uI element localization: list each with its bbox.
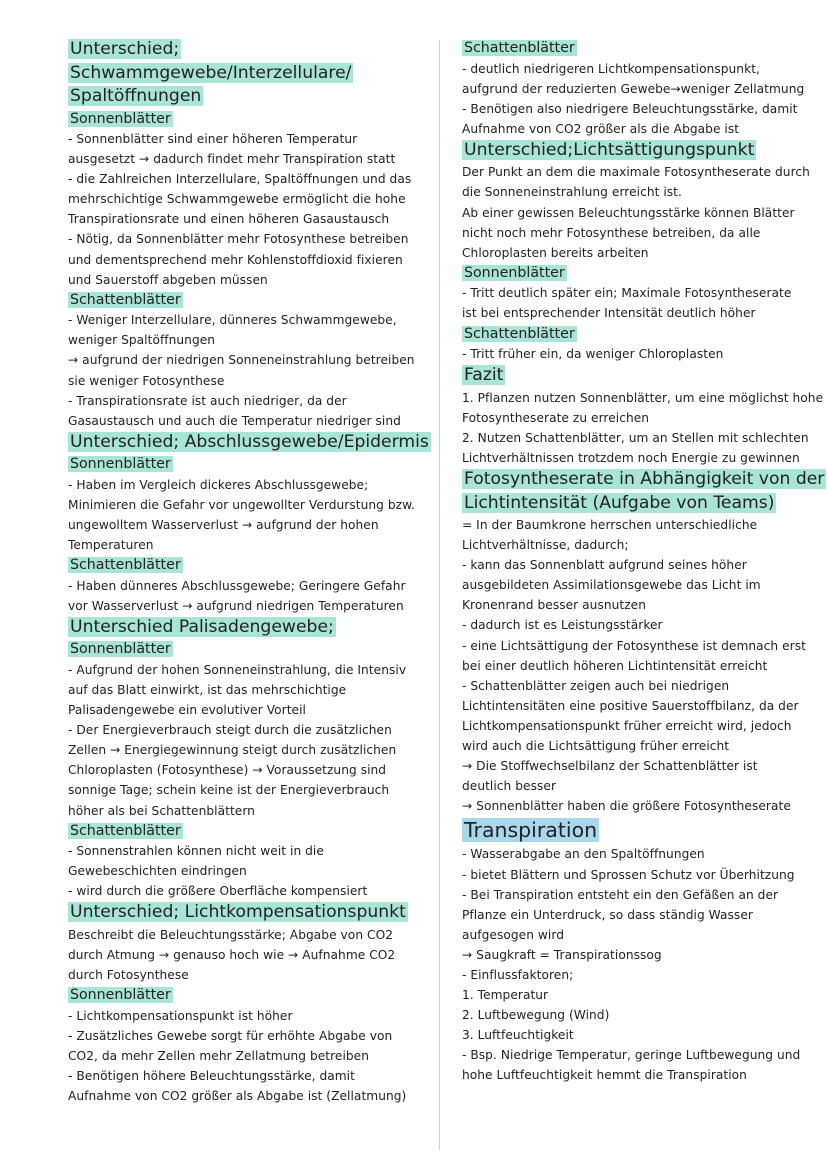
text-line: - wird durch die größere Oberfläche kompensiert [68, 884, 368, 899]
section-heading [68, 901, 416, 925]
text-line: → Die Stoffwechselbilanz der Schattenblätter ist [462, 759, 758, 774]
text-line: Der Punkt an dem die maximale Fotosyntheserate durch [462, 165, 810, 180]
subheading-sonnenblätter: Sonnenblätter [70, 456, 171, 473]
text-line: - Sonnenblätter sind einer höheren Temperatur [68, 132, 358, 146]
text-line: - Haben dünneres Abschlussgewebe; Geringere Gefahr [68, 578, 406, 593]
text-line: - Zusätzliches Gewebe sorgt für erhöhte Abgabe von [68, 1028, 393, 1043]
text-line: - die Zahlreichen Interzellulare, Spaltöffnungen und das [68, 172, 412, 187]
text-block [68, 1006, 416, 1106]
text-line: deutlich besser [462, 779, 557, 794]
text-line: mehrschichtige Schwammgewebe ermöglicht die hohe [68, 192, 406, 207]
text-line: Chloroplasten bereits arbeiten [462, 245, 649, 260]
text-line: - Tritt früher ein, da weniger Chloroplasten [462, 347, 724, 362]
subheading-schattenblätter: Schattenblätter [70, 291, 181, 308]
section-heading-line: Transpiration [464, 818, 598, 843]
text-block [68, 925, 416, 985]
text-line: durch Fotosynthese [68, 968, 189, 983]
section-heading-line: Unterschied; [70, 39, 180, 59]
text-block [68, 576, 416, 616]
text-line: Lichtkompensationspunkt früher erreicht wird, jedoch [462, 718, 792, 733]
text-block [462, 283, 812, 323]
text-line: Gasaustausch und auch die Temperatur niedriger sind [68, 413, 401, 428]
text-line: = In der Baumkrone herrschen unterschiedliche [462, 518, 758, 532]
text-line: die Sonneneinstrahlung erreicht ist. [462, 185, 682, 200]
text-line: Kronenrand besser ausnutzen [462, 598, 647, 613]
text-line: Beschreibt die Beleuchtungsstärke; Abgabe von CO2 [68, 927, 394, 942]
text-line: Transpirationsrate und einen höheren Gasaustausch [68, 212, 390, 227]
text-line: - Nötig, da Sonnenblätter mehr Fotosynthese betreiben [68, 232, 409, 247]
text-line: Temperaturen [68, 538, 154, 553]
text-block [68, 841, 416, 901]
text-line: Aufnahme von CO2 größer als die Abgabe ist [462, 121, 740, 136]
text-line: hohe Luftfeuchtigkeit hemmt die Transpiration [462, 1068, 747, 1083]
text-line: - bietet Blättern und Sprossen Schutz vor Überhitzung [462, 867, 795, 882]
text-line: - Schattenblätter zeigen auch bei niedrigen [462, 678, 730, 693]
left-column [68, 38, 429, 1106]
text-line: - Bsp. Niedrige Temperatur, geringe Luftbewegung und [462, 1048, 801, 1063]
text-line: höher als bei Schattenblättern [68, 803, 255, 818]
subheading-sonnenblätter: Sonnenblätter [70, 641, 171, 658]
subheading-schattenblätter: Schattenblätter [464, 40, 575, 56]
section-heading-line: Fazit [464, 365, 504, 386]
text-line: - eine Lichtsättigung der Fotosynthese ist demnach erst [462, 638, 806, 653]
text-line: - Wasserabgabe an den Spaltöffnungen [462, 847, 705, 862]
text-line: - dadurch ist es Leistungsstärker [462, 618, 663, 633]
text-line: - Transpirationsrate ist auch niedriger, da der [68, 393, 347, 408]
text-line: Fotosyntheserate zu erreichen [462, 410, 650, 425]
text-line: und dementsprechend mehr Kohlenstoffdioxid fixieren [68, 252, 403, 267]
section-heading-line: Unterschied; Abschlussgewebe/Epidermis [70, 431, 429, 452]
section-heading-line: Lichtintensität (Aufgabe von Teams) [464, 492, 775, 513]
section-heading [462, 468, 825, 515]
text-line: aufgrund der reduzierten Gewebe→weniger Zellatmung [462, 81, 805, 96]
text-line: auf das Blatt einwirkt, ist das mehrschichtige [68, 682, 347, 697]
text-line: 1. Temperatur [462, 988, 549, 1003]
subheading-schattenblätter: Schattenblätter [464, 325, 575, 342]
text-line: vor Wasserverlust → aufgrund niedrigen Temperaturen [68, 598, 404, 613]
text-line: und Sauerstoff abgeben müssen [68, 272, 268, 287]
section-heading-line: Unterschied; Lichtkompensationspunkt [70, 902, 406, 923]
text-block [462, 344, 812, 364]
text-line: - Aufgrund der hohen Sonneneinstrahlung, die Intensiv [68, 662, 407, 677]
text-block [68, 660, 416, 821]
text-block [462, 844, 812, 1085]
text-line: wird auch die Lichtsättigung früher erreicht [462, 739, 730, 754]
text-line: - Sonnenstrahlen können nicht weit in die [68, 844, 324, 859]
text-line: ausgebildeten Assimilationsgewebe das Licht im [462, 578, 761, 593]
text-line: Pflanze ein Unterdruck, so dass ständig Wasser [462, 907, 753, 922]
text-line: 2. Luftbewegung (Wind) [462, 1008, 610, 1023]
section-heading [462, 364, 812, 388]
section-heading [68, 616, 416, 640]
text-block [462, 59, 812, 139]
text-line: - Lichtkompensationspunkt ist höher [68, 1008, 293, 1023]
text-line: ist bei entsprechender Intensität deutlich höher [462, 306, 756, 321]
text-line: 3. Luftfeuchtigkeit [462, 1028, 574, 1043]
column-divider [439, 40, 440, 1150]
text-line: - Tritt deutlich später ein; Maximale Fotosyntheserate [462, 286, 792, 301]
section-heading-line: Spaltöffnungen [70, 86, 202, 106]
text-line: - Bei Transpiration entsteht ein den Gefäßen an der [462, 887, 779, 902]
text-line: → aufgrund der niedrigen Sonneneinstrahlung betreiben [68, 353, 415, 368]
text-line: bei einer deutlich höheren Lichtintensität erreicht [462, 658, 768, 673]
subheading-sonnenblätter: Sonnenblätter [70, 987, 171, 1004]
section-heading-line: Fotosyntheserate in Abhängigkeit von der [464, 469, 825, 489]
text-line: Chloroplasten (Fotosynthese) → Voraussetzung sind [68, 763, 387, 778]
text-block [462, 515, 812, 816]
text-block [68, 475, 416, 555]
text-line: - Einflussfaktoren; [462, 967, 574, 982]
text-line: Aufnahme von CO2 größer als Abgabe ist (Zellatmung) [68, 1089, 407, 1104]
text-line: - Benötigen höhere Beleuchtungsstärke, damit [68, 1068, 355, 1083]
text-line: sie weniger Fotosynthese [68, 373, 225, 388]
text-line: ungewolltem Wasserverlust → aufgrund der hohen [68, 518, 379, 532]
text-line: → Sonnenblätter haben die größere Fotosyntheserate [462, 799, 791, 814]
subheading-schattenblätter: Schattenblätter [70, 557, 181, 574]
text-line: Lichtverhältnissen trotzdem noch Energie zu gewinnen [462, 450, 800, 465]
text-line: - Benötigen also niedrigere Beleuchtungsstärke, damit [462, 101, 798, 116]
section-heading-line: Unterschied;Lichtsättigungspunkt [464, 139, 755, 160]
text-line: sonnige Tage; schein keine ist der Energieverbrauch [68, 783, 390, 798]
text-line: Minimieren die Gefahr vor ungewollter Verdurstung bzw. [68, 497, 415, 512]
text-line: weniger Spaltöffnungen [68, 333, 216, 348]
text-line: Palisadengewebe ein evolutiver Vorteil [68, 703, 306, 718]
section-heading-line: Unterschied Palisadengewebe; [70, 616, 334, 637]
section-heading [462, 139, 812, 163]
text-block [462, 162, 812, 262]
text-line: - Weniger Interzellulare, dünneres Schwammgewebe, [68, 313, 397, 328]
text-block [68, 129, 416, 290]
text-block [68, 310, 416, 431]
text-line: Ab einer gewissen Beleuchtungsstärke können Blätter [462, 205, 795, 220]
text-line: - Haben im Vergleich dickeres Abschlussgewebe; [68, 477, 369, 492]
text-line: 1. Pflanzen nutzen Sonnenblätter, um eine möglichst hohe [462, 390, 824, 405]
text-line: nicht noch mehr Fotosynthese betreiben, da alle [462, 225, 761, 240]
text-block [462, 388, 824, 468]
section-heading [68, 431, 429, 455]
section-heading-line: Schwammgewebe/Interzellulare/ [70, 62, 352, 83]
text-line: ausgesetzt → dadurch findet mehr Transpiration statt [68, 152, 396, 167]
text-line: Lichtintensitäten eine positive Sauerstoffbilanz, da der [462, 698, 799, 713]
right-column [462, 38, 825, 1086]
text-line: Lichtverhältnisse, dadurch; [462, 538, 629, 553]
section-heading [68, 38, 416, 109]
subheading-schattenblätter: Schattenblätter [70, 822, 181, 839]
text-line: durch Atmung → genauso hoch wie → Aufnahme CO2 [68, 948, 396, 962]
text-line: - Der Energieverbrauch steigt durch die zusätzlichen [68, 723, 392, 738]
text-line: - deutlich niedrigeren Lichtkompensationspunkt, [462, 61, 760, 76]
subheading-sonnenblätter: Sonnenblätter [464, 264, 565, 281]
text-line: 2. Nutzen Schattenblätter, um an Stellen mit schlechten [462, 430, 809, 445]
text-line: aufgesogen wird [462, 927, 564, 942]
section-heading [462, 816, 812, 844]
text-line: → Saugkraft = Transpirationssog [462, 947, 662, 962]
text-line: Zellen → Energiegewinnung steigt durch zusätzlichen [68, 743, 397, 758]
text-line: CO2, da mehr Zellen mehr Zellatmung betreiben [68, 1048, 370, 1063]
subheading-sonnenblätter: Sonnenblätter [70, 110, 171, 127]
text-line: - kann das Sonnenblatt aufgrund seines höher [462, 558, 747, 573]
text-line: Gewebeschichten eindringen [68, 864, 247, 879]
